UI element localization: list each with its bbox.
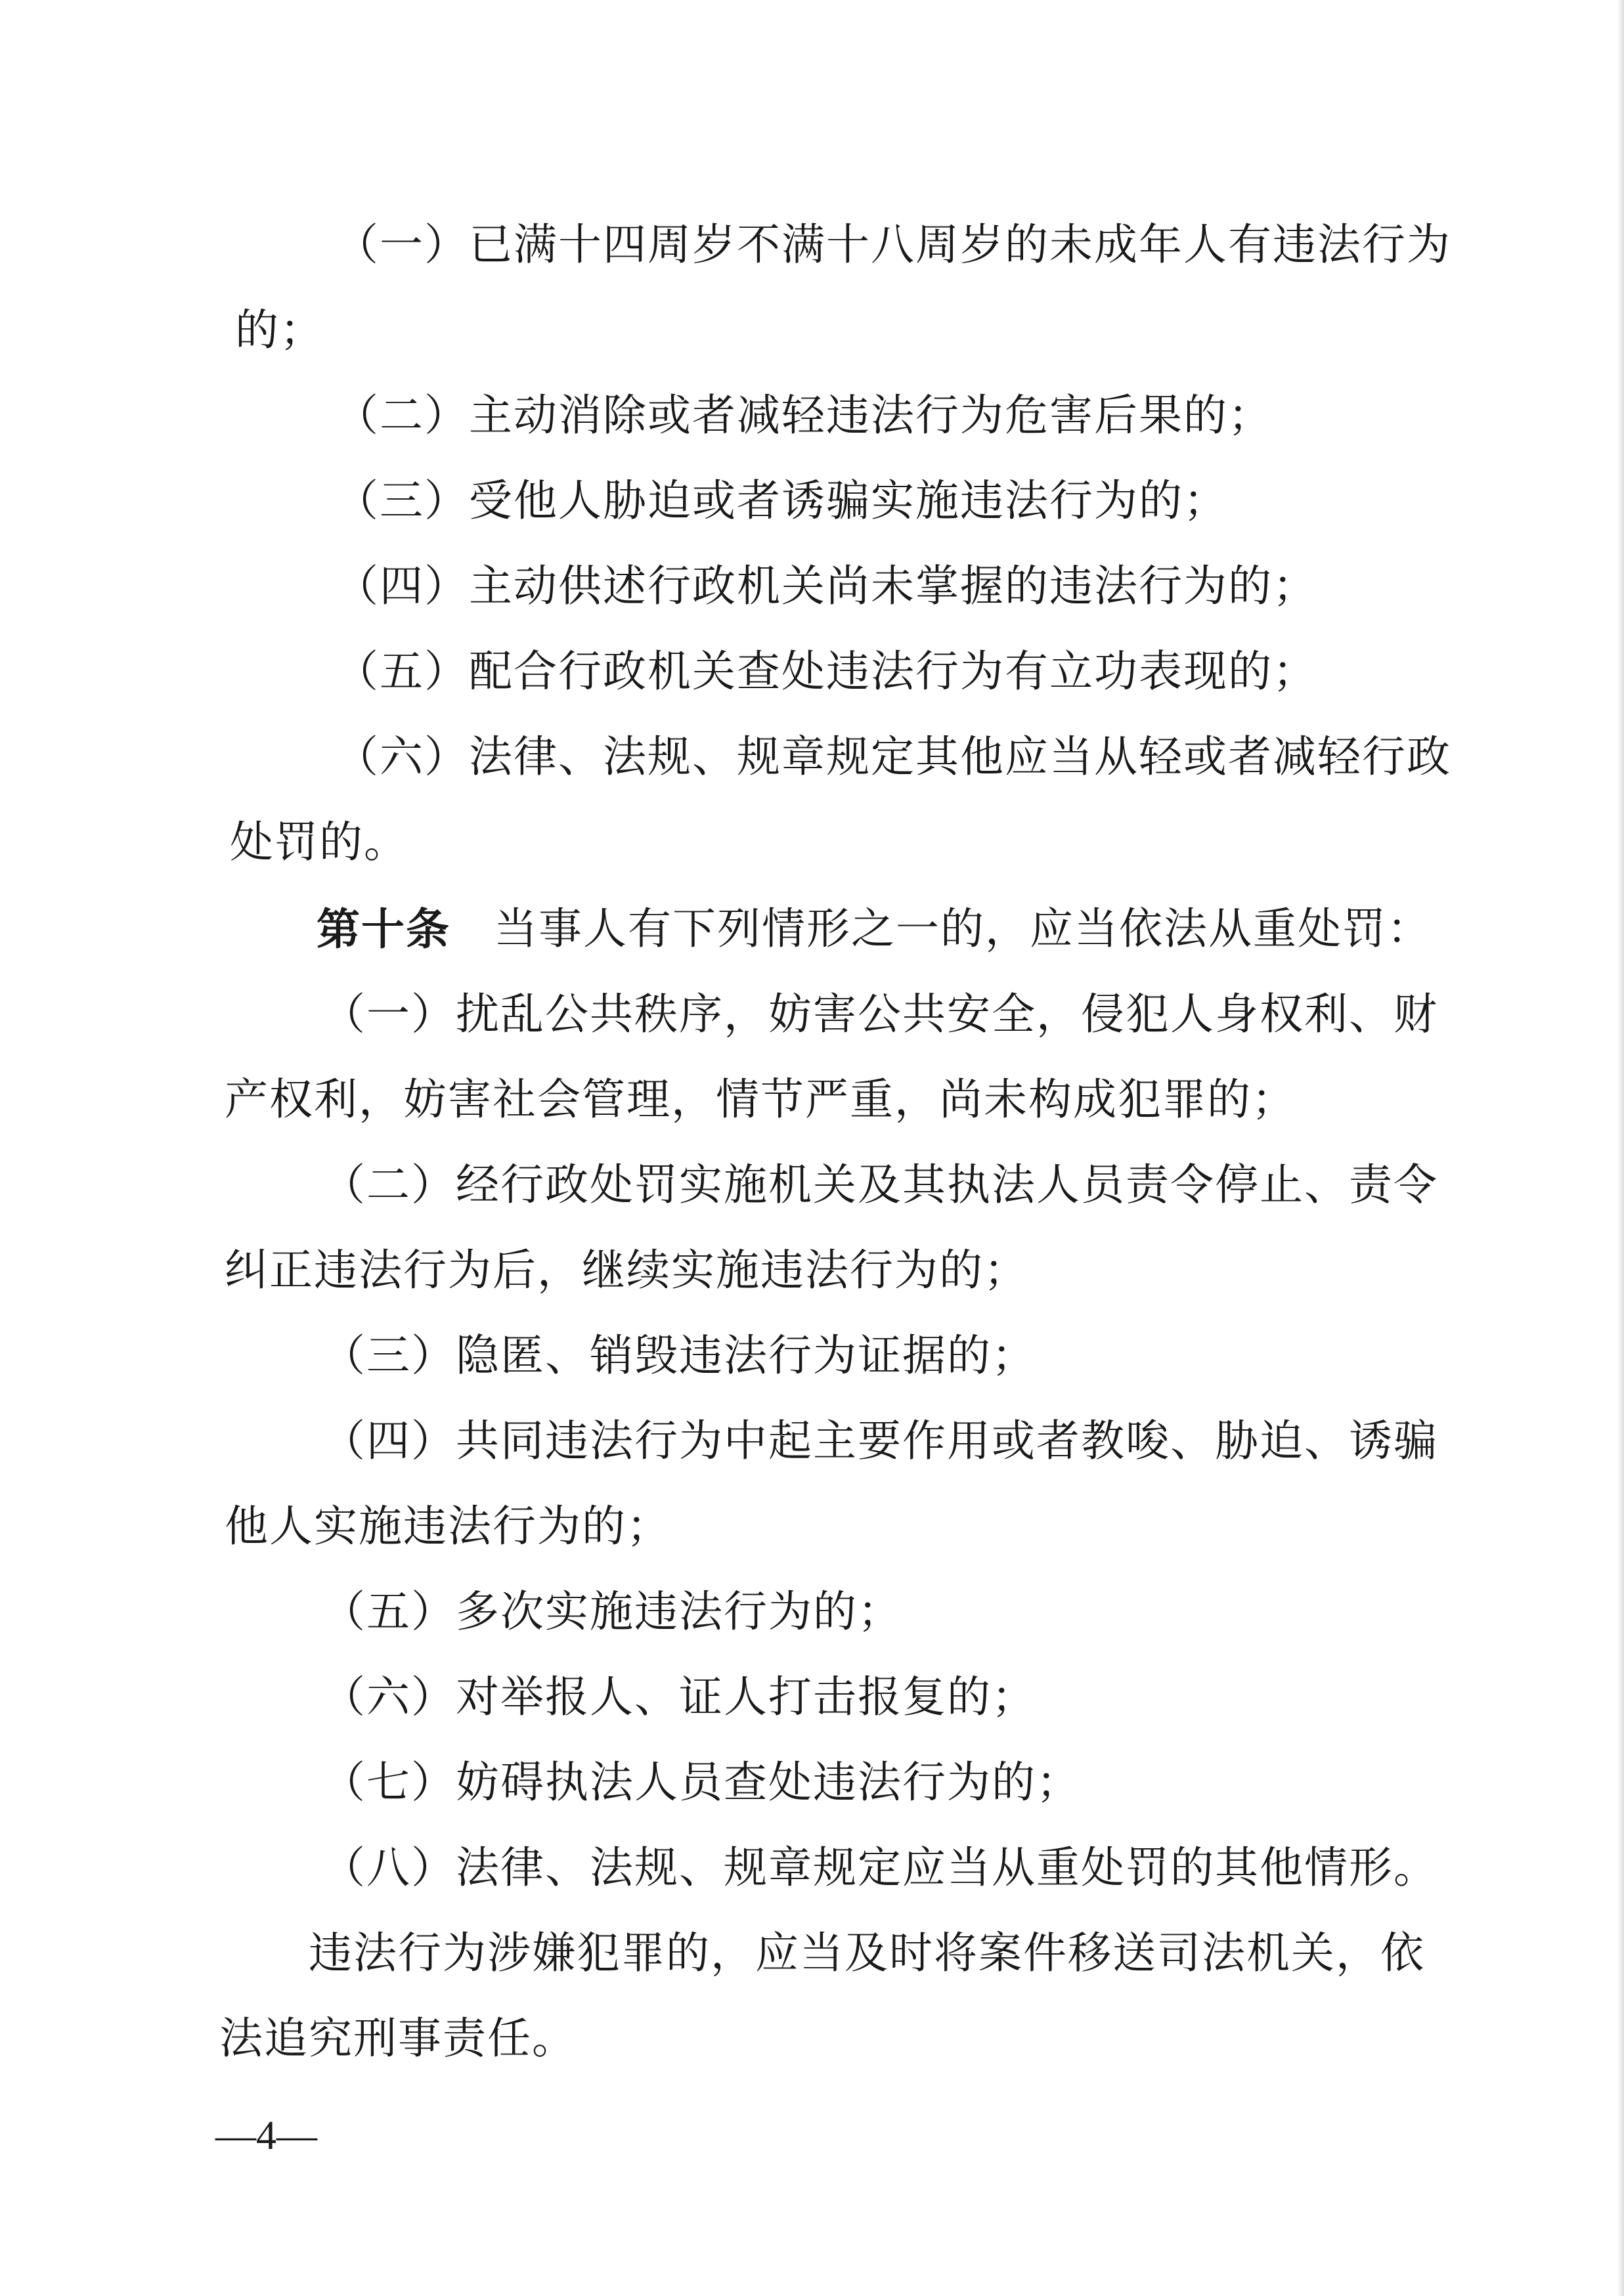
paragraph-line: （六）法律、法规、规章规定其他应当从轻或者减轻行政 — [335, 731, 1451, 782]
paragraph-line: 他人实施违法行为的； — [225, 1501, 671, 1551]
paragraph-line: 产权利，妨害社会管理，情节严重，尚未构成犯罪的； — [225, 1074, 1296, 1125]
paragraph-line: （四）共同违法行为中起主要作用或者教唆、胁迫、诱骗 — [322, 1416, 1438, 1466]
paragraph-line: （四）主动供述行政机关尚未掌握的违法行为的； — [335, 561, 1317, 611]
paragraph-line: （三）隐匿、销毁违法行为证据的； — [322, 1330, 1036, 1381]
paragraph-line: （二）主动消除或者减轻违法行为危害后果的； — [335, 390, 1273, 441]
article-text: 当事人有下列情形之一的，应当依法从重处罚： — [494, 903, 1432, 954]
paragraph-line: 处罚的。 — [230, 817, 408, 867]
paragraph-line: （七）妨碍执法人员查处违法行为的； — [322, 1757, 1081, 1808]
paragraph-line: （一）扰乱公共秩序，妨害公共安全，侵犯人身权利、财 — [322, 989, 1438, 1039]
paragraph-line: 法追究刑事责任。 — [219, 2013, 577, 2064]
paragraph-line: 的； — [235, 305, 324, 355]
page-number: —4— — [215, 2113, 317, 2158]
article-heading: 第十条 — [317, 903, 450, 955]
scan-edge — [1617, 0, 1624, 2296]
paragraph-line: 纠正违法行为后，继续实施违法行为的； — [225, 1245, 1028, 1295]
paragraph-line: （五）配合行政机关查处违法行为有立功表现的； — [335, 646, 1317, 697]
paragraph-line: （二）经行政处罚实施机关及其执法人员责令停止、责令 — [322, 1159, 1438, 1210]
paragraph-line: （一）已满十四周岁不满十八周岁的未成年人有违法行为 — [335, 219, 1451, 270]
paragraph-line: （八）法律、法规、规章规定应当从重处罚的其他情形。 — [322, 1842, 1438, 1893]
paragraph-line: 违法行为涉嫌犯罪的，应当及时将案件移送司法机关，依 — [309, 1928, 1425, 1978]
paragraph-line: （六）对举报人、证人打击报复的； — [322, 1672, 1036, 1722]
paragraph-line: （三）受他人胁迫或者诱骗实施违法行为的； — [335, 475, 1228, 526]
paragraph-line: （五）多次实施违法行为的； — [322, 1586, 902, 1637]
